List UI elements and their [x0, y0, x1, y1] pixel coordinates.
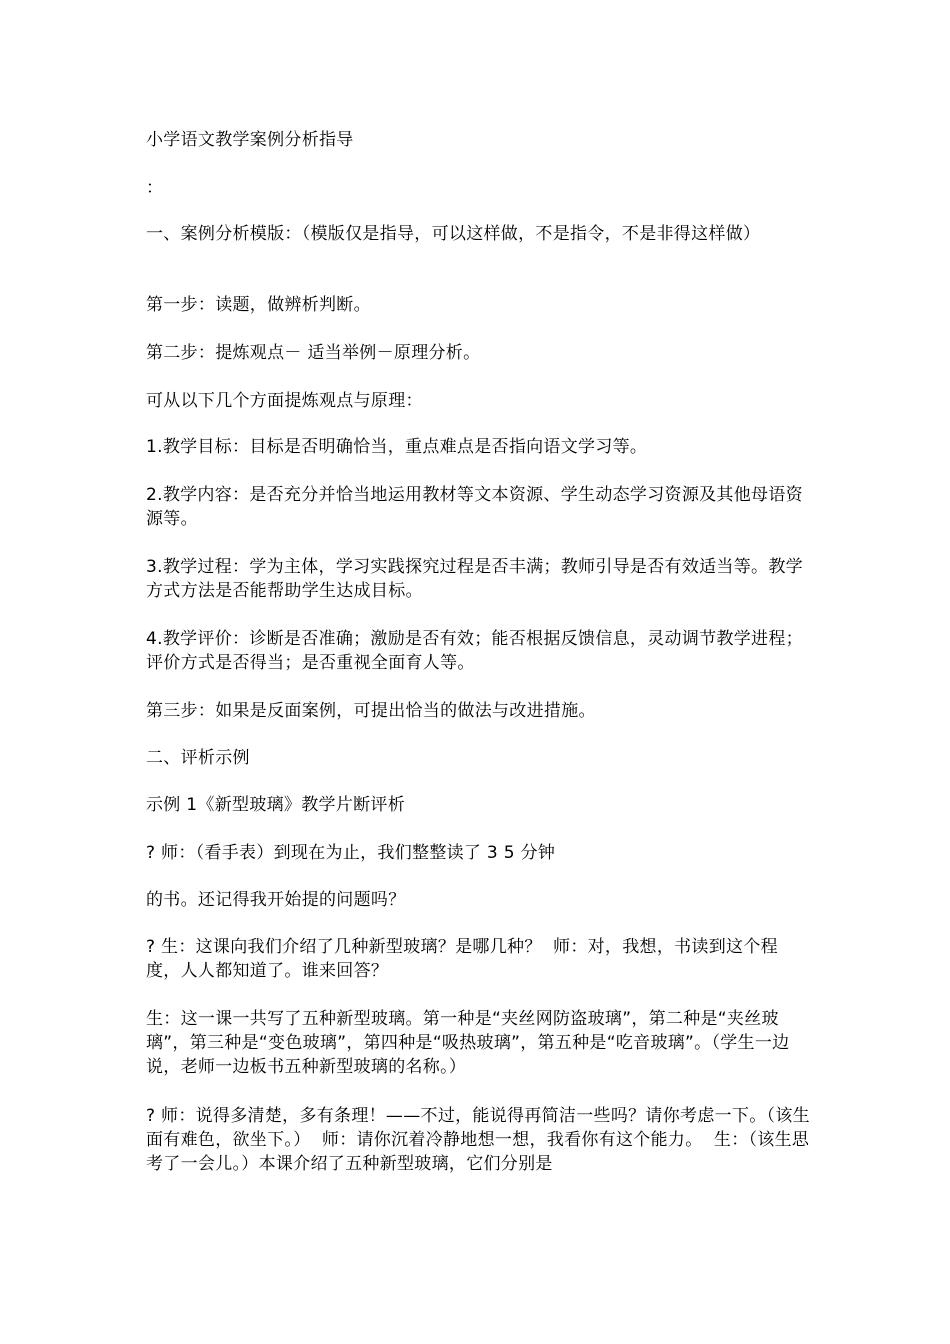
document-title: 小学语文教学案例分析指导 [146, 130, 354, 150]
dialogue-student-2: 生：这一课一共写了五种新型玻璃。第一种是“夹丝网防盗玻璃”，第二种是“夹丝玻璃”，第三种是“变色玻璃”，第四种是“吸热玻璃”，第五种是“吃音玻璃”。（学生一边说，老师一边板书五种新型玻璃的名称。） [146, 1009, 790, 1077]
colon-line: ： [146, 178, 164, 198]
paragraph-aspect-process: 3.教学过程：学为主体，学习实践探究过程是否丰满；教师引导是否有效适当等。教学方式方法是否能帮助学生达成目标。 [146, 557, 803, 601]
paragraph-aspects-intro: 可从以下几个方面提炼观点与原理： [146, 391, 423, 411]
paragraph-step-two: 第二步：提炼观点－ 适当举例－原理分析。 [146, 343, 481, 363]
paragraph-aspect-goals: 1.教学目标：目标是否明确恰当，重点难点是否指向语文学习等。 [146, 437, 648, 457]
paragraph-aspect-content: 2.教学内容：是否充分并恰当地运用教材等文本资源、学生动态学习资源及其他母语资源等。 [146, 485, 803, 529]
dialogue-teacher-1-cont: 的书。还记得我开始提的问题吗？ [146, 890, 406, 910]
dialogue-student-1: ? 生：这课向我们介绍了几种新型玻璃？是哪几种？ 师：对，我想，书读到这个程度，人人都知道了。谁来回答？ [146, 937, 778, 981]
paragraph-step-three: 第三步：如果是反面案例，可提出恰当的做法与改进措施。 [146, 701, 596, 721]
paragraph-step-one: 第一步：读题，做辨析判断。 [146, 295, 371, 315]
dialogue-teacher-2: ? 师：说得多清楚，多有条理！——不过，能说得再简洁一些吗？请你考虑一下。（该生面有难色，欲坐下。） 师：请你沉着冷静地想一想，我看你有这个能力。 生：（该生思考了一会儿。）本课介绍了五种新型玻璃，它们分别是 [146, 1106, 810, 1174]
paragraph-aspect-evaluation: 4.教学评价：诊断是否准确；激励是否有效；能否根据反馈信息，灵动调节教学进程；评价方式是否得当；是否重视全面育人等。 [146, 629, 803, 673]
example-title: 示例 1《新型玻璃》教学片断评析 [146, 795, 406, 815]
paragraph-template-intro: 一、案例分析模版：（模版仅是指导，可以这样做，不是指令，不是非得这样做） [146, 224, 761, 244]
section-heading-examples: 二、评析示例 [146, 748, 250, 768]
dialogue-teacher-1: ? 师：（看手表）到现在为止，我们整整读了 3 5 分钟 [146, 843, 556, 863]
